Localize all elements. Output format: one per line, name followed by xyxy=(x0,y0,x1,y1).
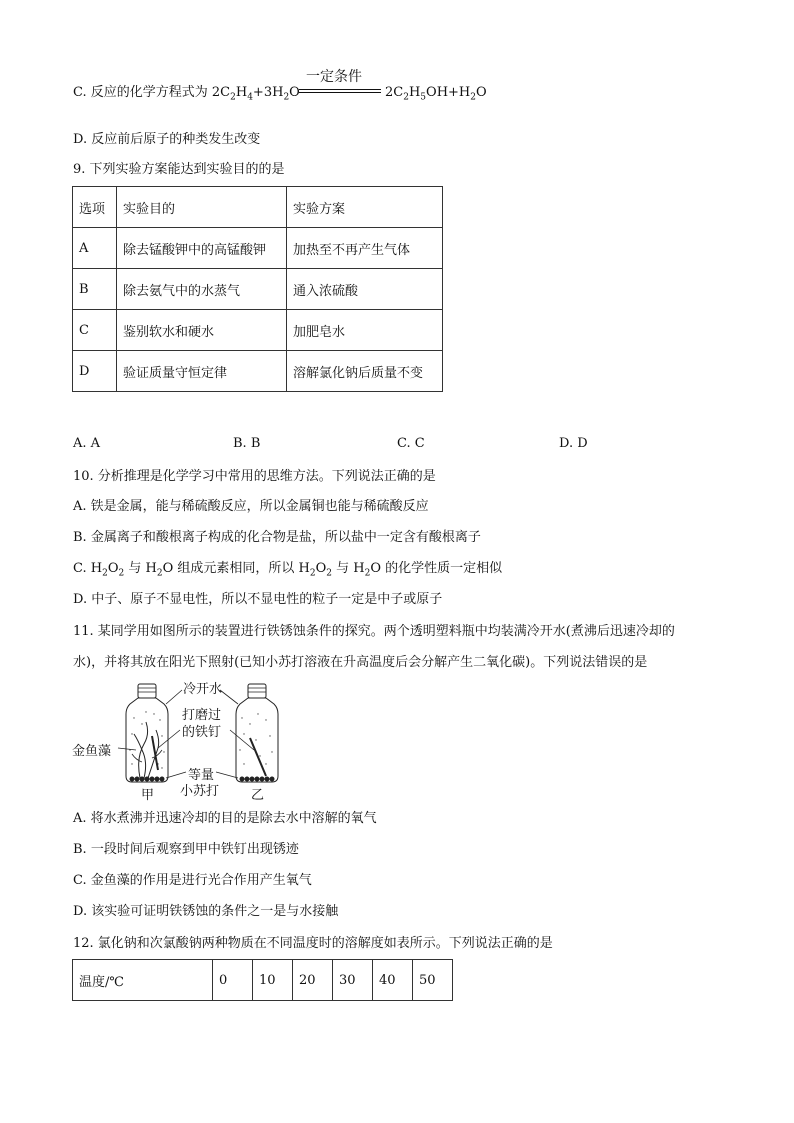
table-cell: 鉴别软水和硬水 xyxy=(117,310,287,351)
table-row xyxy=(73,310,443,351)
table-cell: D xyxy=(73,351,117,392)
table-cell: B xyxy=(73,269,117,310)
q11-figure xyxy=(70,678,330,803)
q10-option-d: D. 中子、原子不显电性，所以不显电性的粒子一定是中子或原子 xyxy=(73,592,443,607)
table-header-cell: 实验方案 xyxy=(287,187,443,228)
table-header-row xyxy=(73,187,443,228)
q12-table xyxy=(72,959,453,1001)
table-header-cell: 40 xyxy=(373,960,413,1001)
reaction-condition: 一定条件 xyxy=(306,69,362,85)
equation-bar xyxy=(299,92,381,93)
q8-option-d: D. 反应前后原子的种类发生改变 xyxy=(73,132,261,147)
label-algae: 金鱼藻 xyxy=(72,744,112,759)
table-header-row xyxy=(73,960,453,1001)
q11-stem-line-1: 11. 某同学用如图所示的装置进行铁锈蚀条件的探究。两个透明塑料瓶中均装满冷开水(煮沸后迅速冷却的 xyxy=(73,624,675,639)
table-row xyxy=(73,269,443,310)
label-soda-2: 小苏打 xyxy=(180,784,220,799)
label-soda-1: 等量 xyxy=(188,768,215,783)
label-bottle-jia: 甲 xyxy=(141,788,155,803)
equation-bar xyxy=(299,89,381,90)
leader-line xyxy=(166,772,186,778)
table-cell: 加热至不再产生气体 xyxy=(287,228,443,269)
table-header-cell: 温度/℃ xyxy=(73,960,213,1001)
q10-option-b: B. 金属离子和酸根离子构成的化合物是盐，所以盐中一定含有酸根离子 xyxy=(73,530,481,545)
q11-option-a: A. 将水煮沸并迅速冷却的目的是除去水中溶解的氧气 xyxy=(73,811,377,826)
table-row xyxy=(73,228,443,269)
label-polished-nail-2: 的铁钉 xyxy=(182,725,222,740)
leader-line xyxy=(216,772,238,778)
q8-option-c: C. 反应的化学方程式为 $2C_2H_4+3H_2O$ xyxy=(73,85,300,103)
table-cell: 加肥皂水 xyxy=(287,310,443,351)
left-bottle xyxy=(126,684,168,782)
table-cell: A xyxy=(73,228,117,269)
table-cell: 通入浓硫酸 xyxy=(287,269,443,310)
table-header-cell: 实验目的 xyxy=(117,187,287,228)
q11-option-d: D. 该实验可证明铁锈蚀的条件之一是与水接触 xyxy=(73,904,339,919)
q9-table xyxy=(72,186,443,392)
q9-option-a: A. A xyxy=(73,436,101,451)
table-header-cell: 选项 xyxy=(73,187,117,228)
table-cell: 验证质量守恒定律 xyxy=(117,351,287,392)
table-header-cell: 20 xyxy=(293,960,333,1001)
q9-option-d: D. D xyxy=(559,436,588,451)
q9-option-c: C. C xyxy=(397,436,425,451)
q9-stem: 9. 下列实验方案能达到实验目的的是 xyxy=(73,162,285,177)
table-header-cell: 0 xyxy=(213,960,253,1001)
q11-option-b: B. 一段时间后观察到甲中铁钉出现锈迹 xyxy=(73,842,299,857)
q11-stem-line-2: 水)，并将其放在阳光下照射(已知小苏打溶液在升高温度后会分解产生二氧化碳)。下列说法错误的是 xyxy=(73,655,648,670)
q10-option-c: C. $H_2O_2$ 与 $H_2O$ 组成元素相同，所以 $H_2O_2$ 与 $H_2O$ 的化学性质一定相似 xyxy=(73,561,503,579)
table-row xyxy=(73,351,443,392)
label-bottle-yi: 乙 xyxy=(251,788,265,803)
label-cold-water: 冷开水 xyxy=(183,682,223,697)
leader-line xyxy=(220,690,238,704)
leader-line xyxy=(166,690,182,704)
table-cell: 除去锰酸钾中的高锰酸钾 xyxy=(117,228,287,269)
table-cell: 溶解氯化钠后质量不变 xyxy=(287,351,443,392)
q8-option-c-right: $2C_2H_5OH+H_2O$ xyxy=(385,85,487,103)
table-header-cell: 50 xyxy=(413,960,453,1001)
q12-stem: 12. 氯化钠和次氯酸钠两种物质在不同温度时的溶解度如表所示。下列说法正确的是 xyxy=(73,936,553,951)
q9-option-b: B. B xyxy=(233,436,261,451)
table-cell: C xyxy=(73,310,117,351)
q11-option-c: C. 金鱼藻的作用是进行光合作用产生氧气 xyxy=(73,873,312,888)
right-bottle xyxy=(236,684,278,782)
table-header-cell: 10 xyxy=(253,960,293,1001)
q10-stem: 10. 分析推理是化学学习中常用的思维方法。下列说法正确的是 xyxy=(73,469,436,484)
table-header-cell: 30 xyxy=(333,960,373,1001)
table-cell: 除去氨气中的水蒸气 xyxy=(117,269,287,310)
q10-option-a: A. 铁是金属，能与稀硫酸反应，所以金属铜也能与稀硫酸反应 xyxy=(73,499,429,514)
label-polished-nail-1: 打磨过 xyxy=(182,708,222,723)
